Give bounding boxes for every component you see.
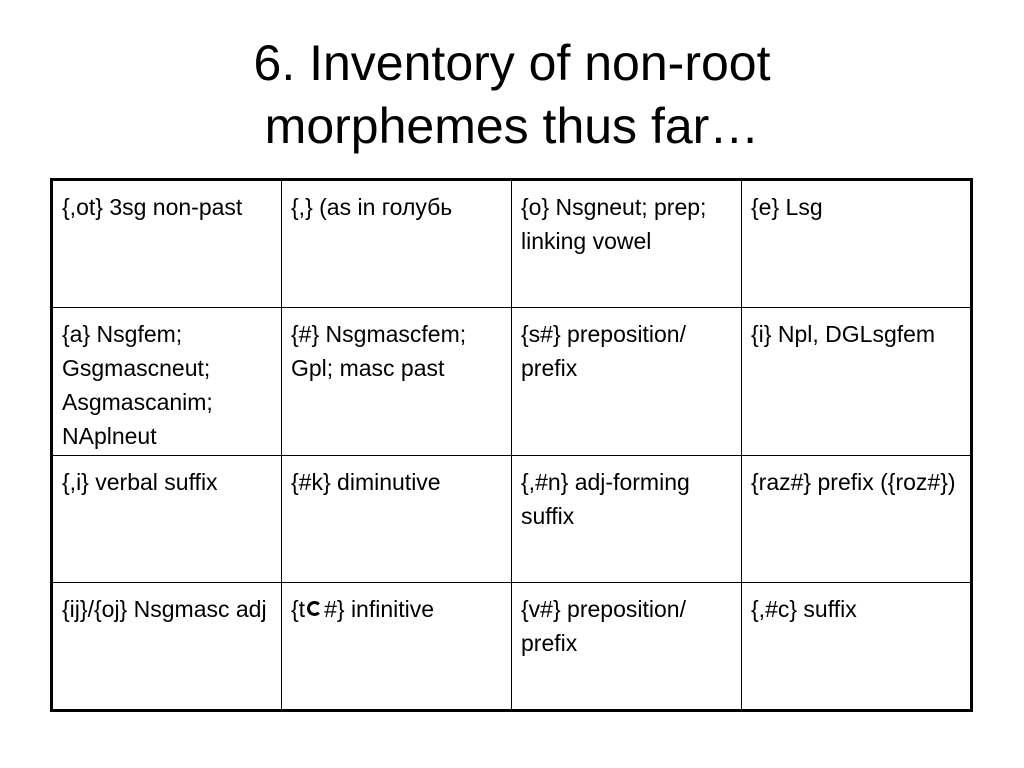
table-cell: {v#} preposition/ prefix	[512, 583, 742, 711]
table-cell: {,i} verbal suffix	[52, 456, 282, 583]
table-cell: {#k} diminutive	[282, 456, 512, 583]
table-row	[52, 456, 972, 583]
table-cell: {i} Npl, DGLsgfem	[742, 308, 972, 456]
table-row	[52, 583, 972, 711]
table-cell: {,ot} 3sg non-past	[52, 180, 282, 308]
slide-title-line-2: morphemes thus far…	[264, 98, 760, 154]
infinitive-prefix: {t	[291, 596, 306, 622]
morpheme-table	[50, 178, 973, 712]
slide-title	[0, 32, 1024, 158]
table-cell: {o} Nsgneut; prep; linking vowel	[512, 180, 742, 308]
table-cell: {#} Nsgmascfem; Gpl; masc past	[282, 308, 512, 456]
table-cell: {raz#} prefix ({roz#})	[742, 456, 972, 583]
table-cell: {a} Nsgfem; Gsgmascneut; Asgmascanim; NAplneut	[52, 308, 282, 456]
table-row	[52, 308, 972, 456]
table-cell: {,#c} suffix	[742, 583, 972, 711]
table-cell: {,} (as in голубь	[282, 180, 512, 308]
table-row	[52, 180, 972, 308]
reduced-vowel-circle-icon	[307, 601, 322, 616]
infinitive-suffix: #} infinitive	[324, 596, 435, 622]
table-cell: {e} Lsg	[742, 180, 972, 308]
table-cell-infinitive	[282, 583, 512, 711]
table-cell: {s#} preposition/ prefix	[512, 308, 742, 456]
table-cell: {,#n} adj-forming suffix	[512, 456, 742, 583]
table-cell: {ij}/{oj} Nsgmasc adj	[52, 583, 282, 711]
slide-title-line-1: 6. Inventory of non-root	[253, 35, 771, 91]
